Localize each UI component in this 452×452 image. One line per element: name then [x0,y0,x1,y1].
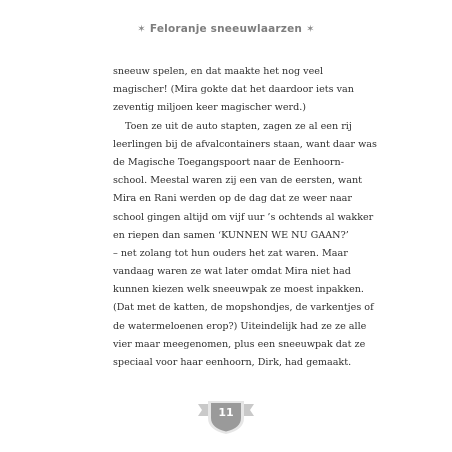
text-line: school. Meestal waren zij een van de eersten, want [113,175,363,187]
text-line: en riepen dan samen ‘KUNNEN WE NU GAAN?’ [113,229,349,241]
text-line: speciaal voor haar eenhoorn, Dirk, had gemaakt. [113,357,352,368]
text-line: (Dat met de katten, de mopshondjes, de varkentjes of [113,302,374,314]
text-line: – net zolang tot hun ouders het zat waren. Maar [113,247,348,259]
text-line: vandaag waren ze wat later omdat Mira niet had [113,266,351,278]
text-line: sneeuw spelen, en dat maakte het nog veel [113,66,324,77]
text-line: de watermeloenen erop?) Uiteindelijk had ze ze alle [113,320,367,332]
body-text [113,63,377,372]
page-number-badge [196,398,256,436]
text-line: magischer! (Mira gokte dat het daardoor iets van [113,84,354,96]
running-header [0,22,452,37]
text-line: zeventig miljoen keer magischer werd.) [113,102,307,114]
text-line: de Magische Toegangspoort naar de Eenhoorn- [113,156,344,168]
header-title: Feloranje sneeuwlaarzen [149,23,303,35]
text-line: kunnen kiezen welk sneeuwpak ze moest inpakken. [113,284,364,296]
text-line: leerlingen bij de afvalcontainers staan, want daar was [113,138,377,150]
text-line: school gingen altijd om vijf uur ’s ochtends al wakker [113,211,374,223]
star-right-icon: ✶ [306,24,315,35]
text-line: vier maar meegenomen, plus een sneeuwpak dat ze [113,338,366,350]
page-number: 11 [218,406,234,419]
text-line: Toen ze uit de auto stapten, zagen ze al een rij [125,120,352,132]
text-line: Mira en Rani werden op de dag dat ze weer naar [113,193,352,205]
star-left-icon: ✶ [137,24,146,35]
